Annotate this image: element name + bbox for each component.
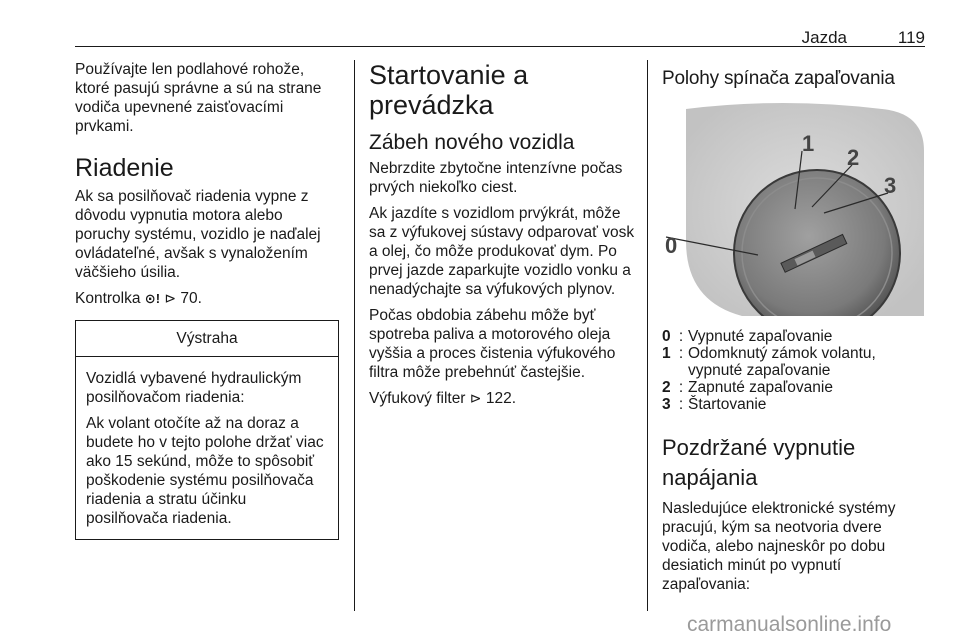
warning-box [75, 320, 339, 540]
figure-legend [662, 328, 928, 413]
arrow-ref-icon: ⊳ [164, 290, 177, 306]
starting-heading: Startovanie a prevádzka [369, 60, 529, 120]
break-in-paragraph-2: Ak jazdíte s vozidlom prvýkrát, môže sa z výfukovej sústavy odparovať vosk a olej, čo môže produkovať dym. Po prvej jazde zaparkujte vozidlo vonku a nenadýchajte sa výfukových plynov. [369, 205, 635, 298]
break-in-heading: Zábeh nového vozidla [369, 131, 575, 154]
section-title: Jazda [801, 28, 847, 47]
figure-label-0: 0 [665, 233, 678, 258]
column-middle [369, 60, 635, 415]
figure-label-2: 2 [847, 145, 860, 170]
watermark: carmanualsonline.info [687, 613, 892, 636]
page-number: 119 [897, 28, 925, 47]
ignition-switch-figure [662, 101, 927, 316]
ignition-heading: Polohy spínača zapaľovania [662, 68, 895, 89]
page-header [75, 26, 925, 47]
column-right [662, 60, 928, 601]
ignition-switch-illustration [662, 101, 927, 316]
steering-paragraph: Ak sa posilňovač riadenia vypne z dôvodu vypnutia motora alebo poruchy systému, vozidlo je naďalej ovládateľné, avšak s vynaložením väčšieho úsilia. [75, 188, 321, 281]
warning-paragraph-2: Ak volant otočíte až na doraz a budete ho v tejto polohe držať viac ako 15 sekúnd, môže to spôsobiť poškodenie systému posilňovača riadenia a stratu účinku posilňovača riadenia. [86, 415, 324, 527]
legend-item: 3 : Štartovanie [662, 396, 767, 413]
column-divider [354, 60, 355, 611]
figure-label-3: 3 [884, 173, 897, 198]
page-ref[interactable]: 70. [180, 290, 202, 307]
legend-item: 2 : Zapnuté zapaľovanie [662, 379, 833, 396]
delayed-power-off-paragraph: Nasledujúce elektronické systémy pracujú, kým sa neotvoria dvere vodiča, alebo najneskôr po dobu desiatich minút po vypnutí zapaľovania: [662, 500, 896, 593]
page-ref[interactable]: 122. [485, 390, 517, 407]
steering-heading: Riadenie [75, 154, 174, 182]
indicator-reference [75, 289, 341, 308]
delayed-power-off-heading: Pozdržané vypnutie napájania [662, 435, 856, 490]
break-in-paragraph-1: Nebrzdite zbytočne intenzívne počas prvých niekoľko ciest. [369, 160, 623, 196]
legend-item: 1 : Odomknutý zámok volantu, vypnuté zapaľovanie [662, 345, 876, 379]
column-divider [647, 60, 648, 611]
warning-title: Výstraha [76, 321, 338, 357]
legend-item: 0 : Vypnuté zapaľovanie [662, 328, 833, 345]
filter-label: Výfukový filter [369, 390, 466, 407]
steering-warning-icon: ⊙! [144, 291, 161, 306]
figure-label-1: 1 [802, 131, 815, 156]
filter-reference [369, 389, 635, 408]
warning-paragraph-1: Vozidlá vybavené hydraulickým posilňovačom riadenia: [86, 370, 302, 406]
arrow-ref-icon: ⊳ [469, 390, 482, 406]
column-left [75, 60, 341, 540]
intro-paragraph: Používajte len podlahové rohože, ktoré pasujú správne a sú na strane vodiča upevnené zaisťovacími prvkami. [75, 61, 322, 135]
indicator-label: Kontrolka [75, 290, 141, 307]
break-in-paragraph-3: Počas obdobia zábehu môže byť spotreba paliva a motorového oleja vyššia a proces čistenia výfukového filtra môže prebehnúť častejšie. [369, 307, 616, 381]
